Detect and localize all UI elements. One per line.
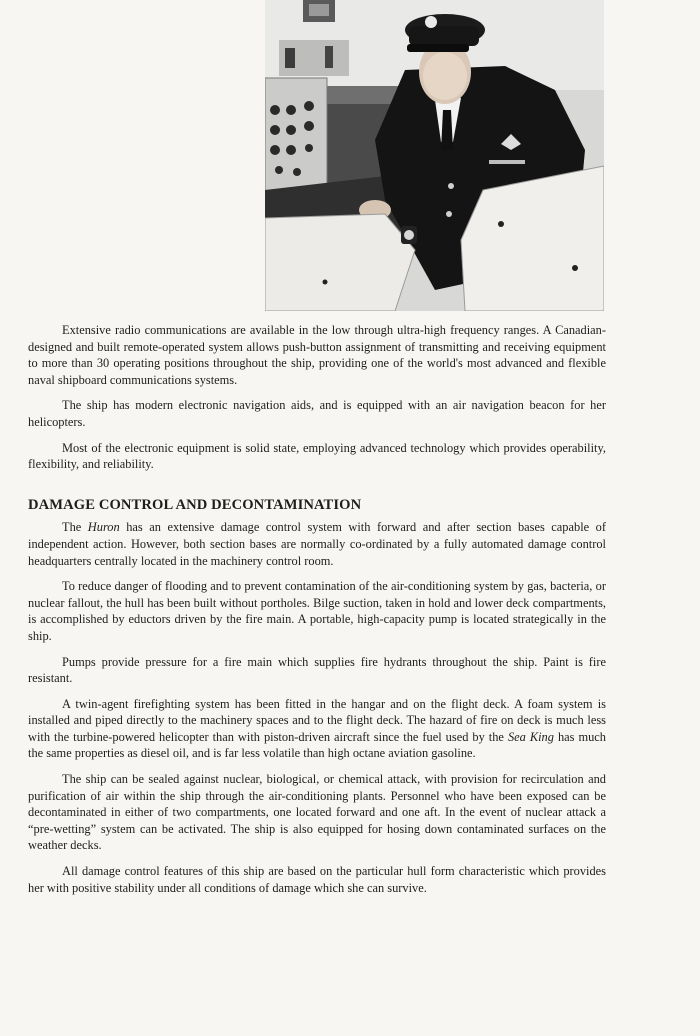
ship-name: Huron [87, 520, 120, 535]
p4-text-before: A twin-agent firefighting system has been fitted in the hangar and on the flight deck. A foam system is installed and piped directly to the machinery spaces and to the flight deck. The hazard of fire on deck is much less with the turbine-powered helicopter than with piston-driven aircraft since the fuel used by the [28, 696, 606, 744]
p4-text-after: has much the same properties as diesel oil, and is far less volatile than high octane aviation gasoline. [28, 729, 606, 761]
aircraft-name: Sea King [507, 729, 554, 744]
section-paragraph-2: To reduce danger of flooding and to prevent contamination of the air-conditioning system by gas, bacteria, or nuclear fallout, the hull has been built without portholes. Bilge suction, taken in hold and lower deck compartments, is accomplished by eductors driven by the fire main. A portable, high-capacity pump is located strategically in the ship. [28, 579, 606, 643]
p1-text-before: The [62, 520, 88, 535]
intro-paragraph-communications: Extensive radio communications are available in the low through ultra-high frequency ranges. A Canadian-designed and built remote-operated system allows push-button assignment of transmitting and receiving equipment to more than 30 operating positions throughout the ship, providing one of the world's most advanced and flexible naval shipboard communications systems. [28, 323, 606, 387]
intro-paragraph-navigation: The ship has modern electronic navigation aids, and is equipped with an air navigation beacon for her helicopters. [28, 398, 606, 429]
officer-photo-illustration [265, 0, 604, 311]
page-text [28, 322, 606, 905]
intro-paragraph-electronics: Most of the electronic equipment is solid state, employing advanced technology which provides operability, flexibility, and reliability. [28, 440, 606, 472]
section-paragraph-3: Pumps provide pressure for a fire main which supplies fire hydrants throughout the ship. Paint is fire resistant. [28, 654, 606, 686]
section-paragraph-6: All damage control features of this ship are based on the particular hull form characteristic which provides her with positive stability under all conditions of damage which she can survive. [28, 864, 606, 895]
p1-text-after: has an extensive damage control system with forward and after section bases capable of independent action. However, both section bases are normally co-ordinated by a fully automated damage control headquarters centrally located in the machinery control room. [28, 520, 606, 568]
section-paragraph-5: The ship can be sealed against nuclear, biological, or chemical attack, with provision for recirculation and purification of air within the ship through the air-conditioning plants. Personnel who have been exposed can be decontaminated in either of two compartments, one located forward and one aft. In the event of nuclear attack a “pre-wetting” system can be activated. The ship is also equipped for hosing down contaminated surfaces on the weather decks. [28, 772, 606, 853]
section-paragraph-1 [28, 519, 606, 569]
section-paragraph-4 [28, 696, 606, 762]
section-heading: DAMAGE CONTROL AND DECONTAMINATION [28, 496, 362, 513]
officer-photo [265, 0, 604, 311]
